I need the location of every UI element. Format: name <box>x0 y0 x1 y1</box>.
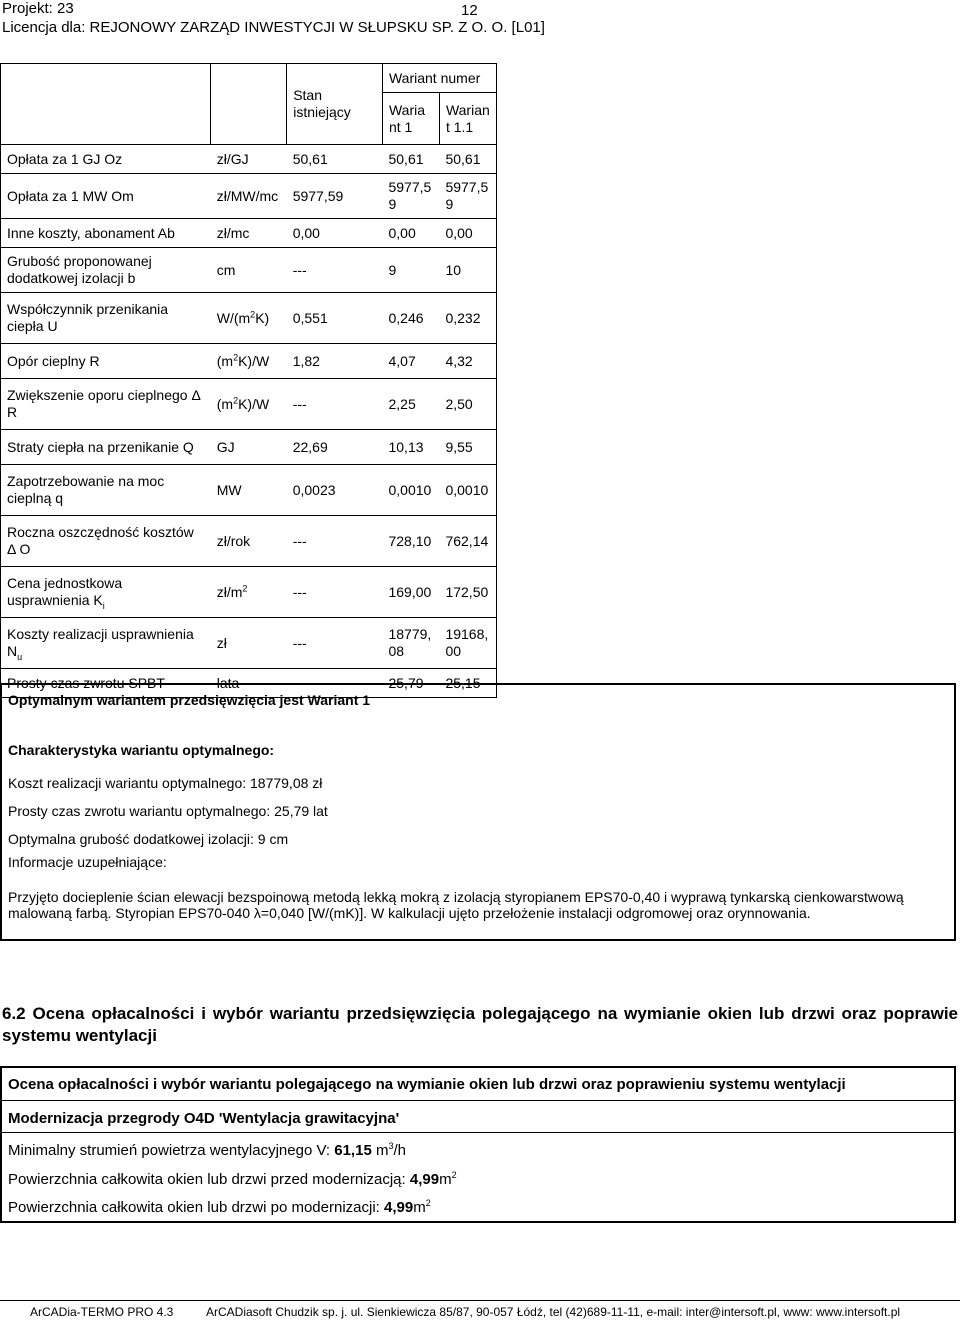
cell-v11: 0,0010 <box>439 465 496 516</box>
optimal-thickness: Optymalna grubość dodatkowej izolacji: 9 cm <box>8 831 289 847</box>
cell-unit: MW <box>211 465 287 516</box>
cell-v11: 2,50 <box>439 379 496 430</box>
cell-v1: 4,07 <box>382 344 439 379</box>
area-before-label: Powierzchnia całkowita okien lub drzwi przed modernizacją: <box>8 1171 410 1188</box>
flow-label: Minimalny strumień powietrza wentylacyjnego V: <box>8 1142 335 1159</box>
cell-v11: 762,14 <box>439 516 496 567</box>
cell-unit: zł/mc <box>211 219 287 248</box>
flow-value: 61,15 <box>334 1142 372 1159</box>
cell-v1: 728,10 <box>382 516 439 567</box>
area-before-unit: $m^2$ <box>439 1170 457 1188</box>
cell-unit: lata <box>211 669 287 698</box>
area-before <box>8 1171 948 1189</box>
section-title: 6.2 Ocena opłacalności i wybór wariantu przedsięwzięcia polegającego na wymianie okien lub drzwi oraz poprawie systemu wentylacji <box>2 1004 958 1045</box>
table-row <box>1 145 497 174</box>
area-after-value: 4,99 <box>384 1199 414 1216</box>
cell-v1: 169,00 <box>382 567 439 618</box>
cell-unit: $(m^2K)/W$ <box>211 379 287 430</box>
table-row <box>1 618 497 669</box>
cell-stan: --- <box>287 618 383 669</box>
cell-label: Koszty realizacji usprawnienia $N_u$ <box>1 618 211 669</box>
page-number: 12 <box>461 2 478 19</box>
info-title: Informacje uzupełniające: <box>8 854 167 870</box>
table-row <box>1 174 497 219</box>
area-after-unit: $m^2$ <box>413 1198 431 1216</box>
footer-program: ArCADia-TERMO PRO 4.3 <box>30 1305 174 1319</box>
cell-v1: 0,00 <box>382 219 439 248</box>
cell-v1: 2,25 <box>382 379 439 430</box>
cell-label: Inne koszty, abonament Ab <box>1 219 211 248</box>
table-row <box>1 293 497 344</box>
cell-unit: zł/rok <box>211 516 287 567</box>
optimal-variant-box <box>0 683 956 941</box>
cell-v11: 25,15 <box>439 669 496 698</box>
cell-label: Opór cieplny R <box>1 344 211 379</box>
cell-stan: 0,551 <box>287 293 383 344</box>
info-text: Przyjęto docieplenie ścian elewacji bezspoinową metodą lekką mokrą z izolacją styropianem EPS70-0,40 i wyprawą tynkarską cienkowarstwową malowaną farbą. Styropian EPS70-040 λ=0,040 [W/(mK)]. W kalkulacji ujęto przełożenie instalacji odgromowej oraz orynnowania. <box>8 889 904 921</box>
cell-unit: zł/MW/mc <box>211 174 287 219</box>
header-variant-group: Wariant numer <box>382 64 496 93</box>
table-row <box>1 430 497 465</box>
cell-label: Roczna oszczędność kosztów Δ O <box>1 516 211 567</box>
ventilation-flow <box>8 1142 948 1160</box>
cell-unit: $(m^2K)/W$ <box>211 344 287 379</box>
cell-label: Zapotrzebowanie na moc cieplną q <box>1 465 211 516</box>
cell-v1: 10,13 <box>382 430 439 465</box>
optimal-cost: Koszt realizacji wariantu optymalnego: 18779,08 zł <box>8 775 323 791</box>
footer <box>0 1300 960 1319</box>
windows-box-title: Ocena opłacalności i wybór wariantu polegającego na wymianie okien lub drzwi oraz poprawieniu systemu wentylacji <box>8 1076 846 1093</box>
area-after-label: Powierzchnia całkowita okien lub drzwi po modernizacji: <box>8 1199 385 1216</box>
header-variant-1: Waria nt 1 <box>382 93 439 145</box>
cell-label: Cena jednostkowa usprawnienia $K_i$ <box>1 567 211 618</box>
cell-v11: 19168, 00 <box>439 618 496 669</box>
cell-v11: 172,50 <box>439 567 496 618</box>
cell-label: Grubość proponowanej dodatkowej izolacji b <box>1 248 211 293</box>
cell-unit: zł/GJ <box>211 145 287 174</box>
table-row <box>1 567 497 618</box>
cell-stan: --- <box>287 248 383 293</box>
cell-v1: 0,246 <box>382 293 439 344</box>
cell-stan: 22,69 <box>287 430 383 465</box>
header-empty-label <box>1 64 211 145</box>
table-row <box>1 248 497 293</box>
cell-v1: 5977,5 9 <box>382 174 439 219</box>
cell-unit: GJ <box>211 430 287 465</box>
cell-v11: 4,32 <box>439 344 496 379</box>
area-after <box>8 1199 948 1217</box>
cell-stan: --- <box>287 516 383 567</box>
cell-v1: 0,0010 <box>382 465 439 516</box>
flow-unit: $m^3/h$ <box>371 1141 406 1159</box>
cell-label: Straty ciepła na przenikanie Q <box>1 430 211 465</box>
cell-stan: 5977,59 <box>287 174 383 219</box>
optimal-payback: Prosty czas zwrotu wariantu optymalnego: 25,79 lat <box>8 803 328 819</box>
cell-v11: 50,61 <box>439 145 496 174</box>
table-row <box>1 344 497 379</box>
cell-v1: 9 <box>382 248 439 293</box>
cell-stan: --- <box>287 379 383 430</box>
table-row <box>1 516 497 567</box>
header-variant-1-1: Warian t 1.1 <box>439 93 496 145</box>
project-label: Projekt: 23 <box>2 0 74 17</box>
cell-label: Prosty czas zwrotu SPBT <box>1 669 211 698</box>
cell-v1: 18779, 08 <box>382 618 439 669</box>
table-row <box>1 379 497 430</box>
windows-box-subtitle: Modernizacja przegrody O4D 'Wentylacja grawitacyjna' <box>8 1110 400 1127</box>
header-stan: Stan istniejący <box>287 64 383 145</box>
footer-company: ArCADiasoft Chudzik sp. j. ul. Sienkiewicza 85/87, 90-057 Łódź, tel (42)689-11-11, e-mail: inter@intersoft.pl, www: www.intersoft.pl <box>206 1305 901 1319</box>
cell-stan: --- <box>287 669 383 698</box>
header-empty-unit <box>211 64 287 145</box>
table-row <box>1 465 497 516</box>
cell-v11: 9,55 <box>439 430 496 465</box>
table-header-row <box>1 64 497 93</box>
variants-table <box>0 63 497 698</box>
area-before-value: 4,99 <box>409 1171 440 1188</box>
cell-v11: 0,00 <box>439 219 496 248</box>
cell-v11: 5977,5 9 <box>439 174 496 219</box>
cell-v1: 25,79 <box>382 669 439 698</box>
cell-stan: 1,82 <box>287 344 383 379</box>
windows-box <box>0 1066 956 1223</box>
cell-label: Opłata za 1 MW Om <box>1 174 211 219</box>
cell-stan: --- <box>287 567 383 618</box>
cell-v1: 50,61 <box>382 145 439 174</box>
cell-stan: 0,0023 <box>287 465 383 516</box>
optimal-variant-text: Optymalnym wariantem przedsięwzięcia jest Wariant 1 <box>8 692 371 708</box>
cell-label: Opłata za 1 GJ Oz <box>1 145 211 174</box>
cell-unit: zł <box>211 618 287 669</box>
cell-unit: $zł/m^2$ <box>211 567 287 618</box>
cell-v11: 0,232 <box>439 293 496 344</box>
cell-label: Zwiększenie oporu cieplnego Δ R <box>1 379 211 430</box>
characteristics-title: Charakterystyka wariantu optymalnego: <box>8 742 275 758</box>
license-label: Licencja dla: REJONOWY ZARZĄD INWESTYCJI W SŁUPSKU SP. Z O. O. [L01] <box>2 19 545 36</box>
cell-v11: 10 <box>439 248 496 293</box>
cell-stan: 0,00 <box>287 219 383 248</box>
cell-stan: 50,61 <box>287 145 383 174</box>
cell-unit: cm <box>211 248 287 293</box>
cell-label: Współczynnik przenikania ciepła U <box>1 293 211 344</box>
cell-unit: $W/(m^2K)$ <box>211 293 287 344</box>
table-row <box>1 219 497 248</box>
